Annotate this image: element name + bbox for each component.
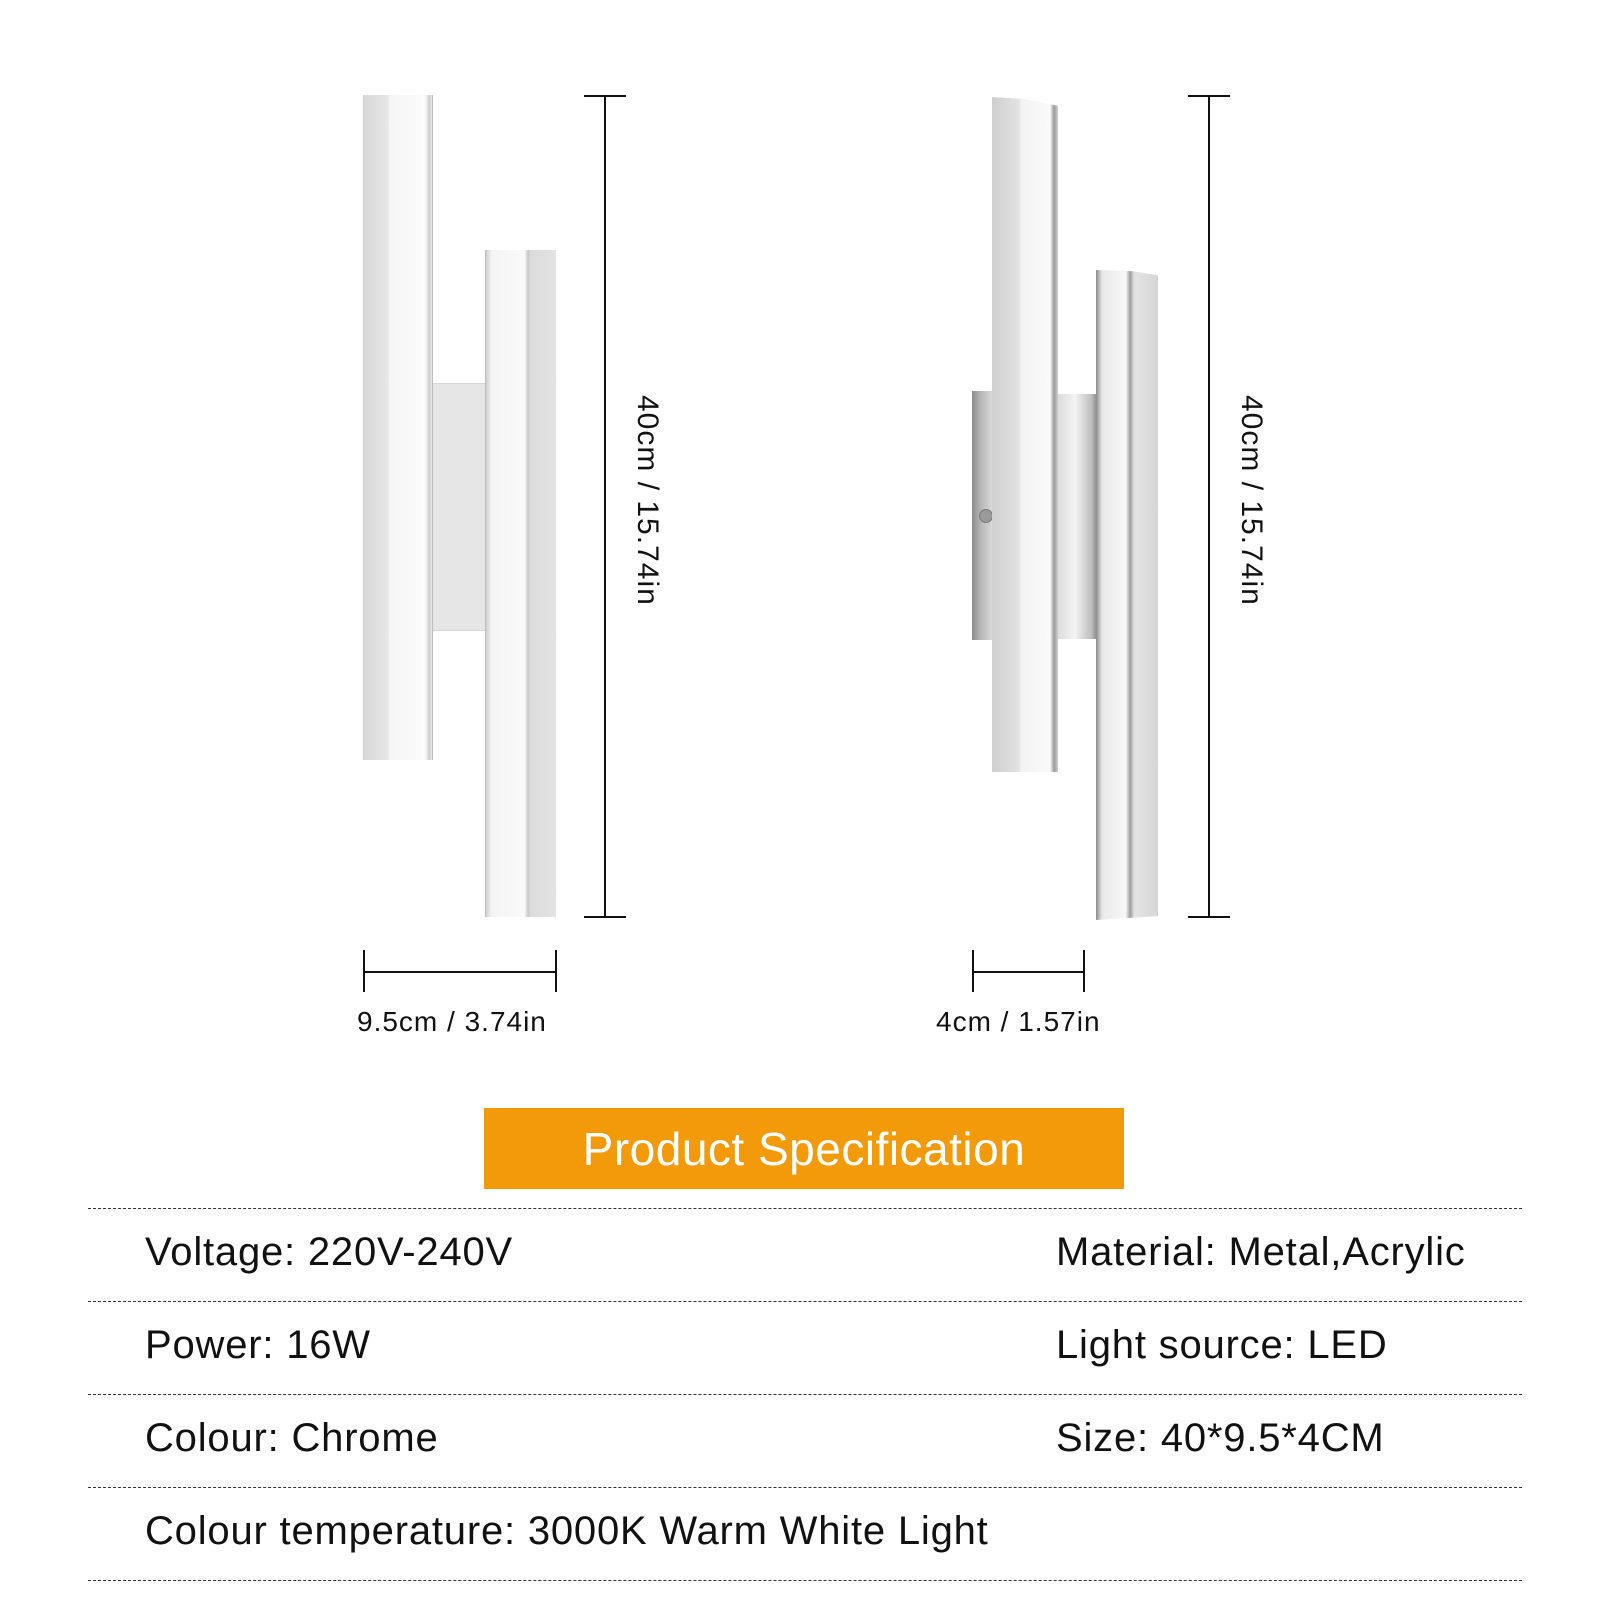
front-left-bar bbox=[363, 95, 433, 760]
spec-size: Size: 40*9.5*4CM bbox=[1056, 1416, 1385, 1460]
spec-colour-temperature: Colour temperature: 3000K Warm White Light bbox=[145, 1509, 989, 1553]
side-right-bar bbox=[1096, 270, 1158, 920]
side-chrome-mount bbox=[1058, 394, 1100, 639]
side-width-label: 4cm / 1.57in bbox=[936, 1006, 1101, 1037]
spec-divider bbox=[88, 1487, 1522, 1488]
front-right-bar bbox=[485, 250, 556, 917]
side-width-dimension-line bbox=[972, 971, 1084, 973]
front-height-label: 40cm / 15.74in bbox=[631, 395, 664, 606]
spec-voltage: Voltage: 220V-240V bbox=[145, 1230, 514, 1274]
spec-divider bbox=[88, 1580, 1522, 1581]
spec-divider bbox=[88, 1394, 1522, 1395]
front-width-cap-right bbox=[555, 950, 557, 992]
spec-divider bbox=[88, 1301, 1522, 1302]
front-height-cap-bottom bbox=[584, 916, 626, 918]
spec-colour: Colour: Chrome bbox=[145, 1416, 439, 1460]
spec-light-source: Light source: LED bbox=[1056, 1323, 1388, 1367]
side-height-label: 40cm / 15.74in bbox=[1235, 395, 1268, 606]
front-width-dimension-line bbox=[363, 971, 556, 973]
front-height-dimension-line bbox=[604, 95, 606, 917]
spec-title: Product Specification bbox=[582, 1122, 1026, 1175]
spec-title-banner bbox=[484, 1108, 1124, 1189]
spec-material: Material: Metal,Acrylic bbox=[1056, 1230, 1466, 1274]
side-height-dimension-line bbox=[1208, 95, 1210, 917]
front-width-label: 9.5cm / 3.74in bbox=[357, 1006, 547, 1037]
screw-icon bbox=[979, 509, 993, 523]
spec-power: Power: 16W bbox=[145, 1323, 371, 1367]
side-height-cap-bottom bbox=[1188, 916, 1230, 918]
side-left-bar bbox=[992, 97, 1058, 772]
front-wall-plate bbox=[433, 383, 485, 631]
side-width-cap-right bbox=[1083, 950, 1085, 992]
spec-divider bbox=[88, 1208, 1522, 1209]
